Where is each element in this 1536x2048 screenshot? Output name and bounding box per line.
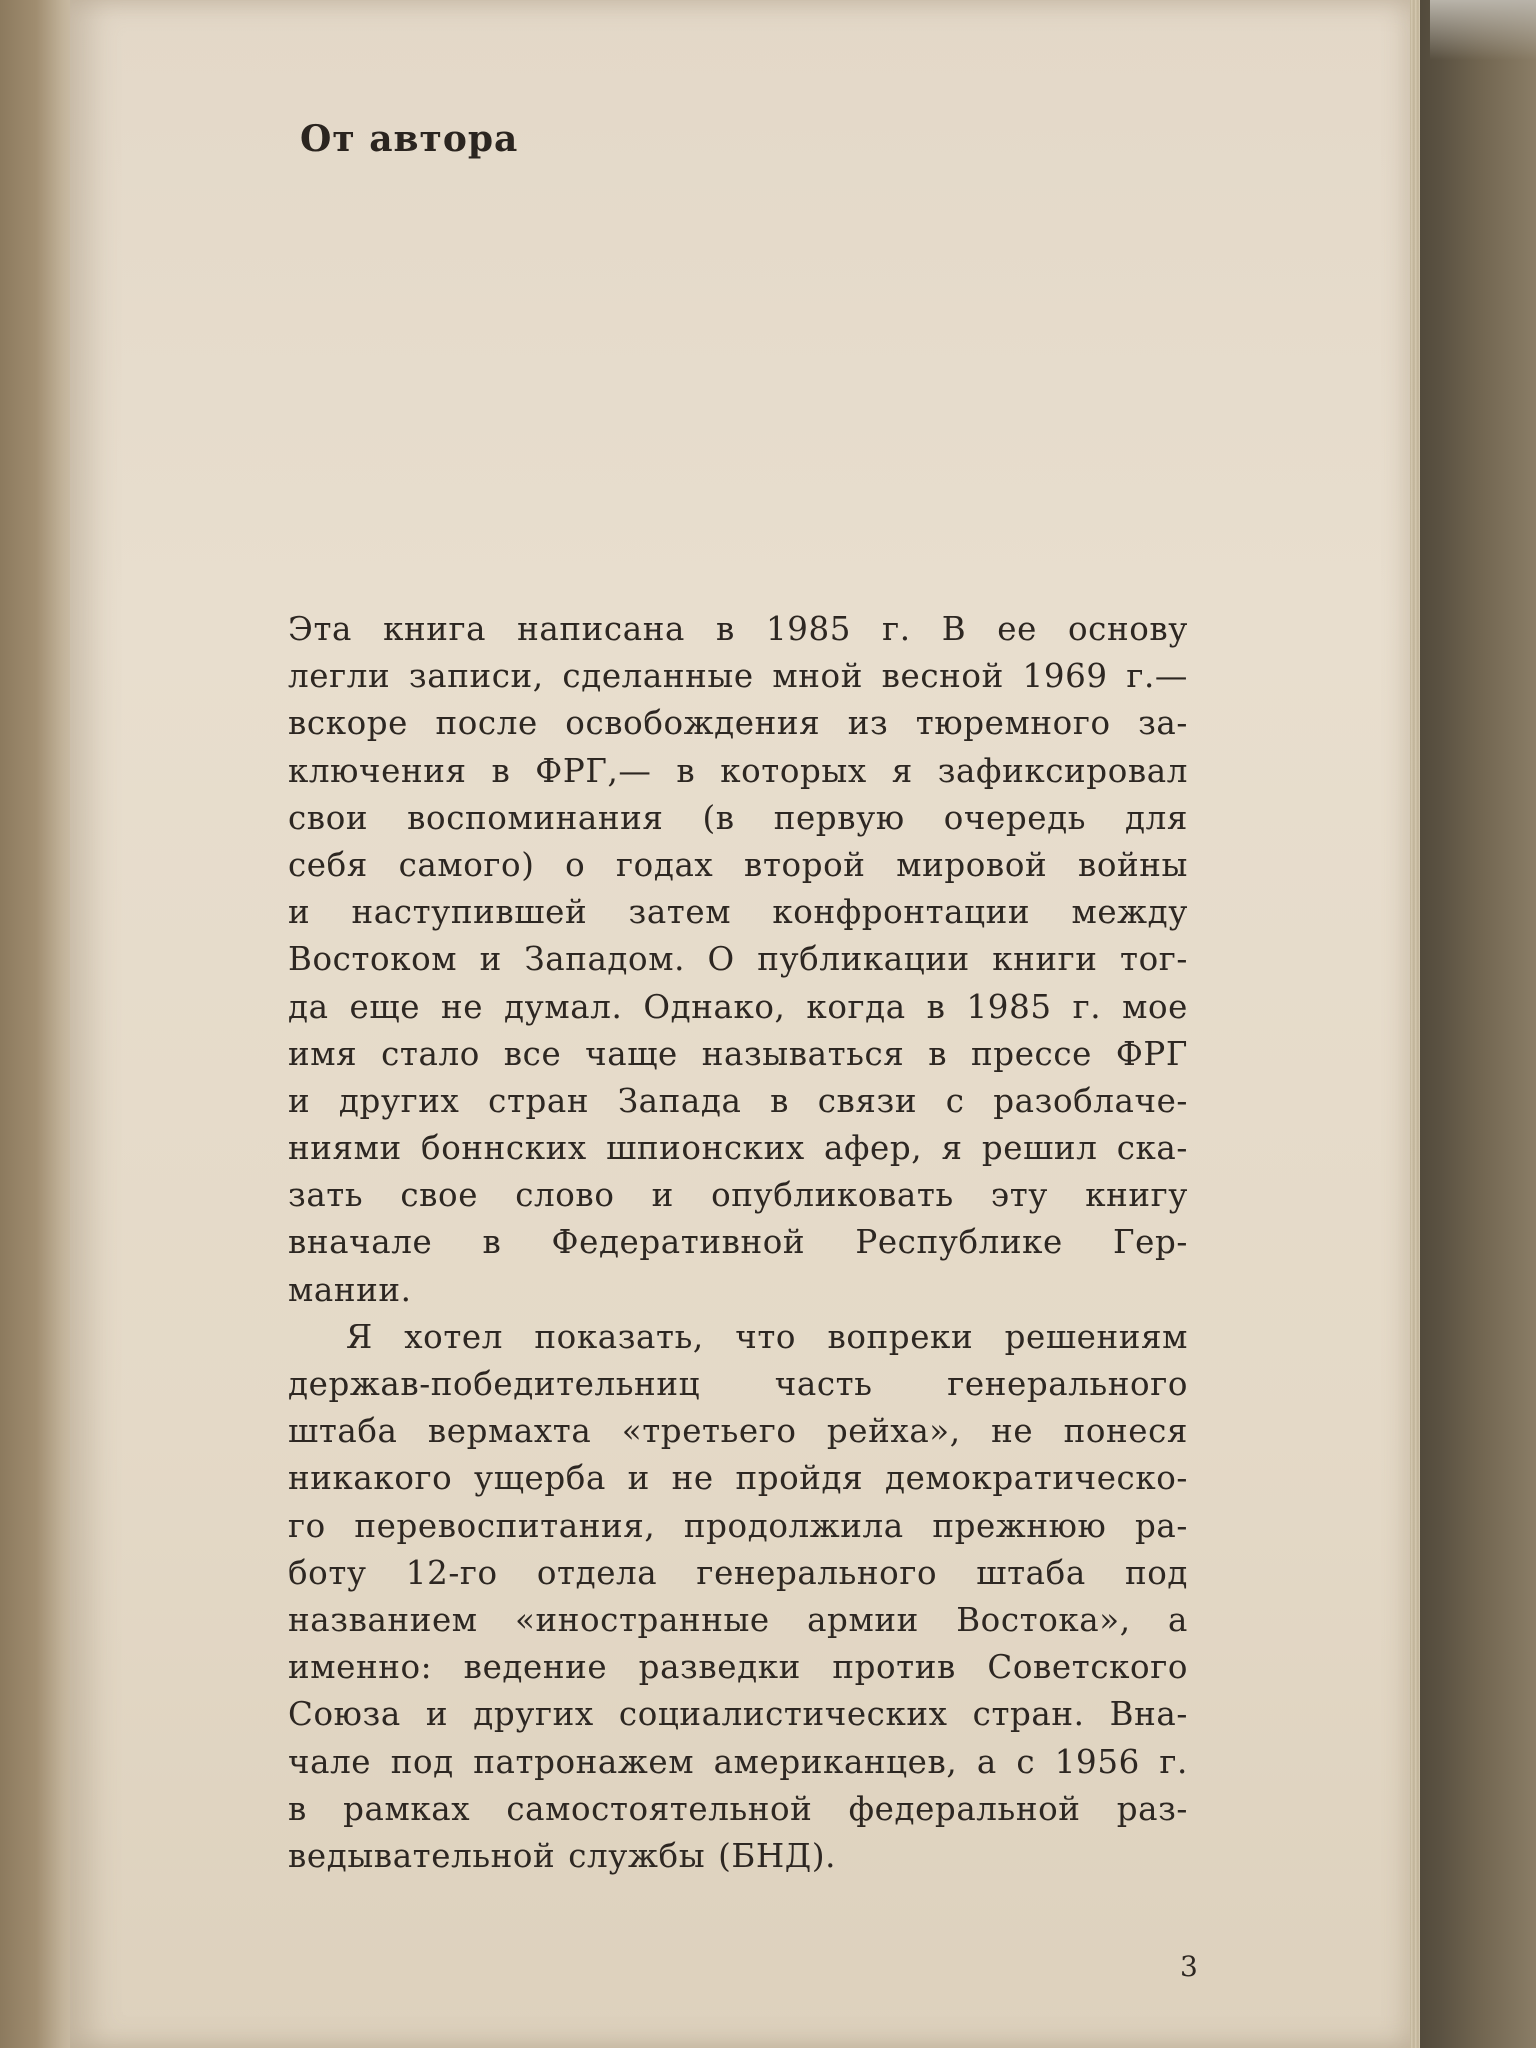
- text-line: и других стран Запада в связи с разоблаче-: [288, 1081, 1188, 1120]
- text-line: названием «иностранные армии Востока», а: [288, 1600, 1188, 1639]
- text-line: и наступившей затем конфронтации между: [288, 893, 1188, 932]
- text-line: Я хотел показать, что вопреки решениям: [346, 1317, 1188, 1356]
- paragraph-2: [288, 1314, 1188, 1880]
- text-line: себя самого) о годах второй мировой войны: [288, 845, 1188, 884]
- text-line: ведывательной службы (БНД).: [288, 1836, 837, 1875]
- text-line: ключения в ФРГ,— в которых я зафиксировал: [288, 751, 1188, 790]
- text-line: никакого ущерба и не пройдя демократическо-: [288, 1459, 1188, 1498]
- background-surface: [1400, 0, 1536, 2048]
- text-line: штаба вермахта «третьего рейха», не понеся: [288, 1412, 1188, 1451]
- text-line: именно: ведение разведки против Советского: [288, 1648, 1188, 1687]
- paragraph-1: [288, 606, 1188, 1314]
- text-line: боту 12-го отдела генерального штаба под: [288, 1553, 1188, 1592]
- text-line: ниями боннских шпионских афер, я решил ска-: [288, 1129, 1188, 1168]
- background-highlight: [1430, 0, 1536, 60]
- text-line: Востоком и Западом. О публикации книги тог-: [288, 940, 1188, 979]
- text-line: держав-победительниц часть генерального: [288, 1365, 1188, 1403]
- body-text: [288, 606, 1188, 1880]
- text-line: легли записи, сделанные мной весной 1969 г.—: [288, 657, 1188, 696]
- text-line: вначале в Федеративной Республике Гер-: [288, 1223, 1188, 1262]
- text-line: чале под патронажем американцев, а с 1956 г.: [288, 1742, 1188, 1781]
- text-line: имя стало все чаще называться в прессе ФРГ: [288, 1034, 1188, 1073]
- book-page: [70, 0, 1410, 2048]
- text-line: го перевоспитания, продолжила прежнюю ра-: [288, 1506, 1188, 1545]
- text-line: Союза и других социалистических стран. Вна-: [288, 1695, 1188, 1734]
- text-line: мании.: [288, 1270, 412, 1309]
- page-heading: От автора: [300, 118, 519, 160]
- text-line: зать свое слово и опубликовать эту книгу: [288, 1176, 1188, 1215]
- text-line: да еще не думал. Однако, когда в 1985 г. мое: [288, 987, 1188, 1026]
- text-line: Эта книга написана в 1985 г. В ее основу: [288, 610, 1188, 648]
- text-line: в рамках самостоятельной федеральной раз-: [288, 1789, 1188, 1828]
- text-line: вскоре после освобождения из тюремного за-: [288, 704, 1188, 743]
- page-number: 3: [1180, 1950, 1198, 1983]
- text-line: свои воспоминания (в первую очередь для: [288, 798, 1188, 837]
